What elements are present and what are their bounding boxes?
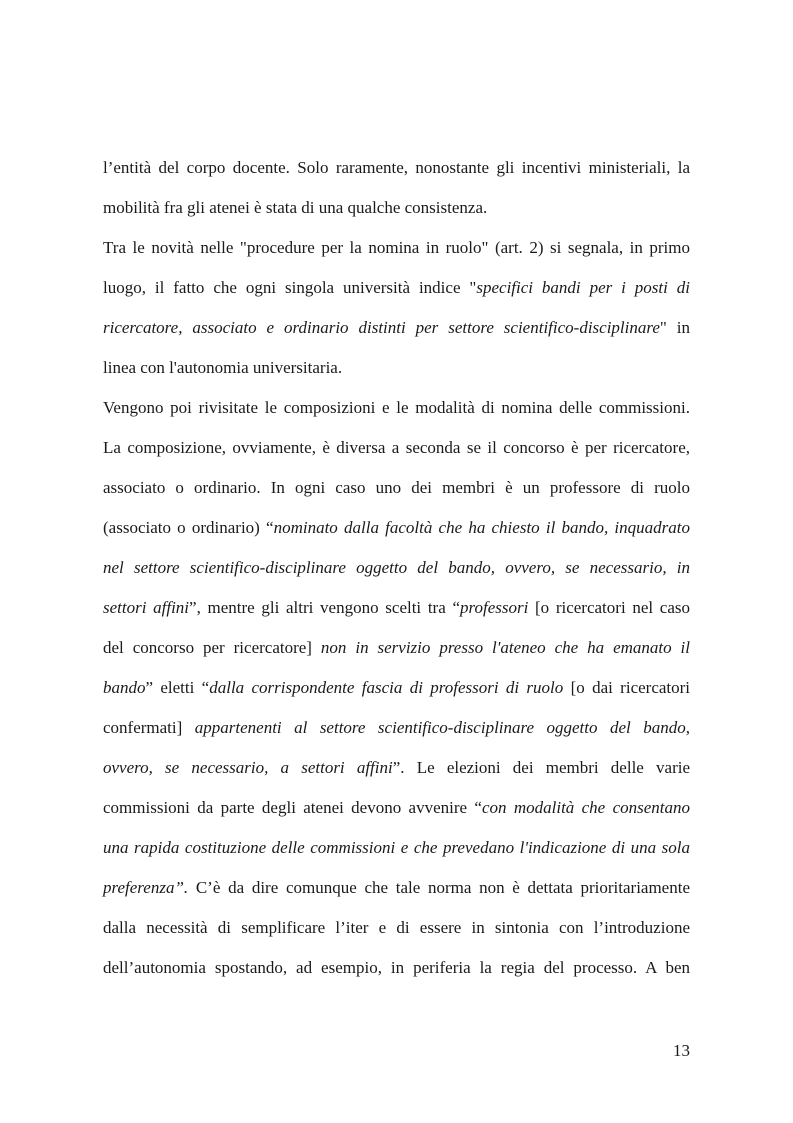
text-segment: mobilità fra gli atenei è stata di una qualche consistenza. — [103, 198, 488, 217]
text-segment: confermati] — [103, 718, 195, 737]
text-line — [103, 758, 690, 778]
text-line — [103, 958, 690, 978]
text-segment: ” eletti “ — [145, 678, 210, 697]
text-line — [103, 918, 690, 938]
text-segment: luogo, il fatto che ogni singola università indice " — [103, 278, 477, 297]
text-line — [103, 318, 690, 338]
text-line — [103, 838, 690, 858]
text-line — [103, 518, 690, 538]
italic-quote: preferenza”. — [103, 878, 189, 897]
text-line — [103, 878, 690, 898]
text-line — [103, 398, 690, 418]
italic-quote: con modalità che consentano — [481, 798, 690, 817]
italic-quote: non in servizio presso l'ateneo che ha emanato il — [320, 638, 690, 657]
text-line — [103, 678, 690, 698]
text-segment: La composizione, ovviamente, è diversa a seconda se il concorso è per ricercatore, — [103, 438, 690, 457]
text-line — [103, 798, 690, 818]
italic-quote: nel settore scientifico-disciplinare oggetto del bando, ovvero, se necessario, in — [103, 558, 690, 577]
italic-quote: dalla corrispondente fascia di professori di ruolo — [209, 678, 564, 697]
italic-quote: specifici bandi per i posti di — [476, 278, 690, 297]
text-line — [103, 238, 690, 258]
text-segment: commissioni da parte degli atenei devono avvenire “ — [103, 798, 482, 817]
text-segment: [o dai ricercatori — [563, 678, 691, 697]
text-line — [103, 158, 690, 178]
text-line — [103, 358, 690, 378]
text-line — [103, 718, 690, 738]
text-segment: l’entità del corpo docente. Solo raramente, nonostante gli incentivi ministeriali, la — [103, 158, 690, 177]
text-line — [103, 558, 690, 578]
text-segment: dalla necessità di semplificare l’iter e di essere in sintonia con l’introduzione — [103, 918, 690, 937]
text-segment: , — [685, 718, 690, 737]
italic-quote: appartenenti al settore scientifico-disciplinare oggetto del bando — [194, 718, 686, 737]
text-segment: ”, mentre gli altri vengono scelti tra “ — [189, 598, 460, 617]
text-segment: del concorso per ricercatore] — [103, 638, 321, 657]
text-segment: linea con l'autonomia universitaria. — [103, 358, 343, 377]
italic-quote: bando — [103, 678, 146, 697]
text-segment: C’è da dire comunque che tale norma non è dettata prioritariamente — [188, 878, 690, 897]
italic-quote: professori — [459, 598, 529, 617]
text-segment: dell’autonomia spostando, ad esempio, in periferia la regia del processo. A ben — [103, 958, 690, 977]
text-line — [103, 278, 690, 298]
italic-quote: una rapida costituzione delle commissioni e che prevedano l'indicazione di una sola — [103, 838, 690, 857]
text-line — [103, 598, 690, 618]
italic-quote: nominato dalla facoltà che ha chiesto il bando, inquadrato — [273, 518, 690, 537]
text-line — [103, 478, 690, 498]
text-line — [103, 638, 690, 658]
text-line — [103, 438, 690, 458]
page-number: 13 — [673, 1041, 690, 1060]
text-segment: associato o ordinario. In ogni caso uno dei membri è un professore di ruolo — [103, 478, 690, 497]
text-segment: (associato o ordinario) “ — [103, 518, 274, 537]
text-segment: ”. Le elezioni dei membri delle varie — [392, 758, 691, 777]
italic-quote: ovvero, se necessario, a settori affini — [103, 758, 393, 777]
text-segment: Tra le novità nelle "procedure per la nomina in ruolo" (art. 2) si segnala, in primo — [103, 238, 690, 257]
text-segment: Vengono poi rivisitate le composizioni e le modalità di nomina delle commissioni. — [103, 398, 690, 417]
italic-quote: ricercatore, associato e ordinario distinti per settore scientifico-disciplinare — [103, 318, 660, 337]
text-segment: [o ricercatori nel caso — [528, 598, 690, 617]
italic-quote: settori affini — [103, 598, 190, 617]
text-segment: " in — [659, 318, 690, 337]
text-line — [103, 198, 690, 218]
